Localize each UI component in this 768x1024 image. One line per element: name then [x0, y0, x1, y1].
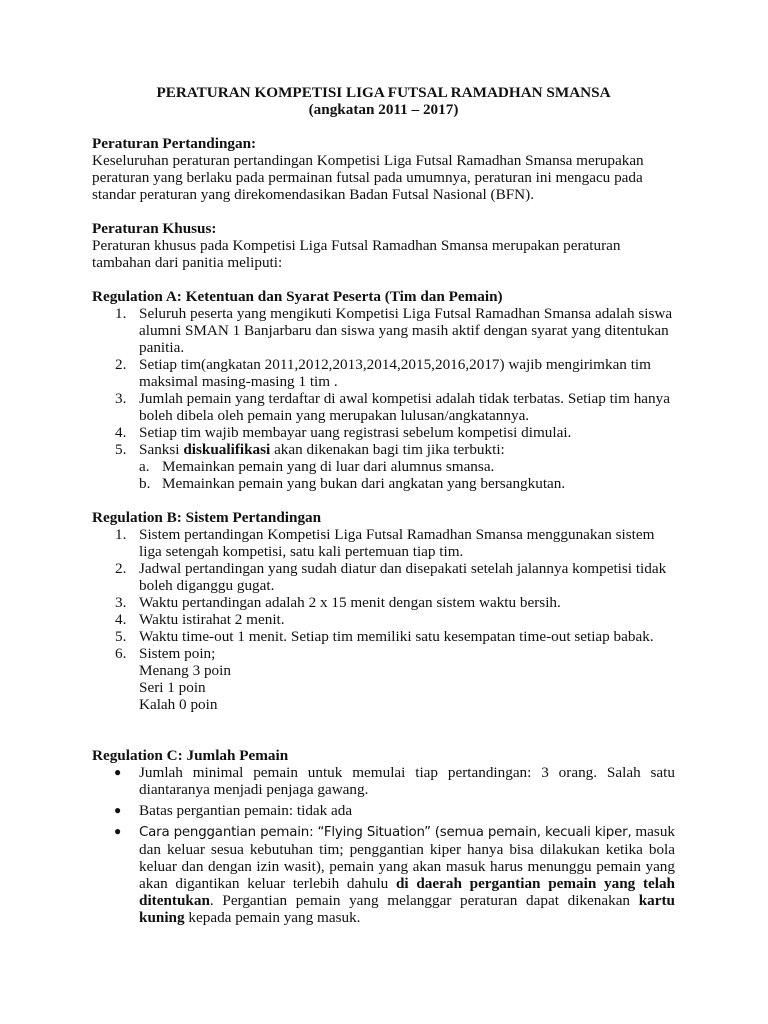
list-item-text: Jadwal pertandingan yang sudah diatur dan disepakati setelah jalannya kompetisi tidak boleh diganggu gugat.	[139, 560, 667, 594]
list-item	[92, 390, 675, 424]
list-item-text: Jumlah pemain yang terdaftar di awal kompetisi adalah tidak terbatas. Setiap tim hanya boleh dibela oleh pemain yang merupakan lulusan/angkatannya.	[139, 390, 670, 424]
list-number: 1.	[115, 305, 127, 322]
list-item	[92, 560, 675, 594]
bold-text: diskualifikasi	[183, 441, 271, 458]
sub-list-item	[92, 458, 675, 475]
list-item	[92, 526, 675, 560]
list-letter: b.	[139, 475, 151, 492]
bullet-text: (semua pemain, kecuali kiper,	[434, 825, 632, 840]
list-number: 2.	[115, 356, 127, 373]
list-item	[92, 441, 675, 492]
list-item	[92, 356, 675, 390]
bold-text: di daerah pergantian pemain yang telah ditentukan	[139, 875, 676, 909]
bullet-list	[92, 764, 675, 926]
sub-list-item	[92, 475, 675, 492]
point-line: Kalah 0 poin	[139, 696, 218, 713]
list-letter: a.	[139, 458, 150, 475]
section-regulation-b	[92, 509, 675, 713]
section-heading: Regulation B: Sistem Pertandingan	[92, 509, 322, 526]
bullet-item	[92, 802, 675, 819]
sub-item-text: Memainkan pemain yang di luar dari alumnus smansa.	[162, 458, 495, 475]
list-item	[92, 424, 675, 441]
list-item-text: Waktu pertandingan adalah 2 x 15 menit dengan sistem waktu bersih.	[139, 594, 561, 611]
section-heading: Peraturan Khusus:	[92, 220, 217, 237]
list-number: 1.	[115, 526, 127, 543]
bullet-text: Cara penggantian pemain: “Flying Situation”	[139, 825, 431, 840]
section-heading: Peraturan Pertandingan:	[92, 135, 257, 152]
list-item-text: Sanksi	[139, 441, 184, 458]
list-item	[92, 594, 675, 611]
list-number: 6.	[115, 645, 127, 662]
bullet-icon: ●	[114, 803, 122, 817]
section-body: Keseluruhan peraturan pertandingan Kompetisi Liga Futsal Ramadhan Smansa merupakan peraturan yang berlaku pada permainan futsal pada umumnya, peraturan ini mengacu pada standar peraturan yang direkomendasikan Badan Futsal Nasional (BFN).	[92, 152, 644, 203]
title-line-1: PERATURAN KOMPETISI LIGA FUTSAL RAMADHAN SMANSA	[156, 84, 611, 101]
point-line: Menang 3 poin	[139, 662, 231, 679]
bullet-text: . Pergantian pemain yang melanggar peraturan dapat dikenakan	[209, 892, 639, 909]
numbered-list	[92, 305, 675, 492]
list-item	[92, 645, 675, 713]
title-line-2: (angkatan 2011 – 2017)	[308, 101, 459, 118]
list-number: 3.	[115, 390, 127, 407]
lettered-list	[92, 458, 675, 492]
bullet-text: Jumlah minimal pemain untuk memulai tiap pertandingan: 3 orang. Salah satu diantaranya menjadi penjaga gawang.	[139, 764, 675, 798]
bullet-icon: ●	[114, 824, 122, 838]
list-item-text: Sistem pertandingan Kompetisi Liga Futsal Ramadhan Smansa menggunakan sistem liga setengah kompetisi, satu kali pertemuan tiap tim.	[139, 526, 655, 560]
list-item-text: Waktu istirahat 2 menit.	[139, 611, 285, 628]
section-peraturan-pertandingan	[92, 135, 675, 203]
sub-item-text: Memainkan pemain yang bukan dari angkatan yang bersangkutan.	[162, 475, 566, 492]
bullet-text: kepada pemain yang masuk.	[184, 909, 361, 926]
section-heading: Regulation C: Jumlah Pemain	[92, 747, 289, 764]
section-body: Peraturan khusus pada Kompetisi Liga Futsal Ramadhan Smansa merupakan peraturan tambahan dari panitia meliputi:	[92, 237, 621, 271]
point-line: Seri 1 poin	[139, 679, 206, 696]
numbered-list	[92, 526, 675, 713]
list-number: 5.	[115, 628, 127, 645]
list-item-text: Seluruh peserta yang mengikuti Kompetisi Liga Futsal Ramadhan Smansa adalah siswa alumni SMAN 1 Banjarbaru dan siswa yang masih aktif dengan syarat yang ditentukan panitia.	[139, 305, 673, 356]
list-number: 3.	[115, 594, 127, 611]
list-item-text: Setiap tim wajib membayar uang registrasi sebelum kompetisi dimulai.	[139, 424, 572, 441]
list-item-text: Sistem poin;	[139, 645, 216, 662]
bold-text: kartu kuning	[139, 892, 675, 926]
list-item-text: Waktu time-out 1 menit. Setiap tim memiliki satu kesempatan time-out setiap babak.	[139, 628, 654, 645]
list-item	[92, 305, 675, 356]
list-number: 5.	[115, 441, 127, 458]
bullet-item	[92, 823, 675, 926]
bullet-item	[92, 764, 675, 798]
document-title	[92, 84, 675, 118]
bullet-text: Batas pergantian pemain: tidak ada	[139, 802, 353, 819]
list-item-text: Setiap tim(angkatan 2011,2012,2013,2014,2015,2016,2017) wajib mengirimkan tim maksimal masing-masing 1 tim .	[139, 356, 651, 390]
list-item	[92, 611, 675, 628]
bullet-icon: ●	[114, 765, 122, 779]
list-item	[92, 628, 675, 645]
bullet-text: masuk dan keluar sesua kebutuhan tim; penggantian kiper hanya bisa dilakukan ketika bola keluar dan dengan izin wasit), pemain yang akan masuk harus menunggu pemain yang akan digantikan keluar terlebih dahulu	[139, 823, 676, 892]
list-number: 2.	[115, 560, 127, 577]
section-regulation-c	[92, 747, 675, 926]
section-heading: Regulation A: Ketentuan dan Syarat Peserta (Tim dan Pemain)	[92, 288, 503, 305]
section-peraturan-khusus	[92, 220, 675, 271]
list-item-text: akan dikenakan bagi tim jika terbukti:	[270, 441, 505, 458]
list-number: 4.	[115, 424, 127, 441]
section-regulation-a	[92, 288, 675, 492]
list-number: 4.	[115, 611, 127, 628]
